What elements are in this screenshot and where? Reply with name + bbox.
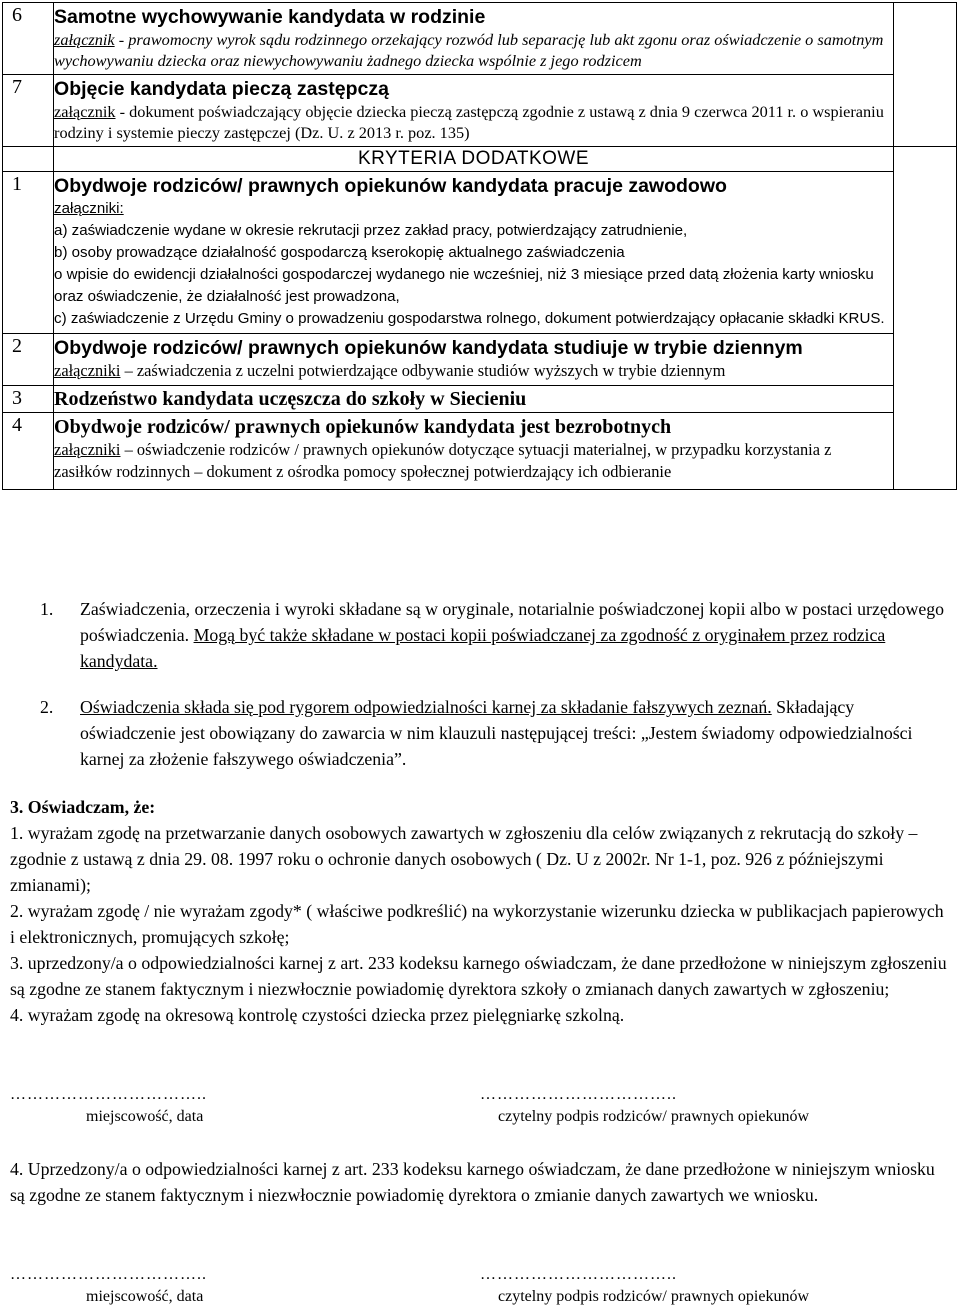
attachment-text: - dokument poświadczający objęcie dziecka pieczą zastępczą zgodnie z ustawą z dnia 9 czerwca 2011 r. o wspieraniu rodziny i systemie pieczy zastępczej (Dz. U. z 2013 r. poz. 135) (54, 102, 884, 142)
criterion-number: 7 (12, 76, 22, 98)
criterion-row (3, 334, 957, 386)
banner-row (3, 147, 957, 172)
final-statement-section (10, 1156, 950, 1208)
criterion-number: 4 (12, 414, 22, 436)
criterion-title: Obydwoje rodziców/ prawnych opiekunów kandydata studiuje w trybie dziennym (54, 337, 803, 359)
note-text: Zaświadczenia, orzeczenia i wyroki składane są w oryginale, notarialnie poświadczonej kopii albo w postaci urzędowego poświadczenia. (80, 599, 945, 645)
signature-place-date (10, 1264, 207, 1308)
signature-dots: …………………………….. (480, 1266, 677, 1283)
attachment-line: o wpisie do ewidencji działalności gospodarczej wydanego nie wcześniej, niż 3 miesiące przed datą złożenia karty wniosku oraz oświadczenie, że działalność jest prowadzona, (54, 266, 874, 305)
signature-label: miejscowość, data (86, 1108, 204, 1125)
criterion-title: Rodzeństwo kandydata uczęszcza do szkoły w Siecieniu (54, 388, 527, 410)
attachment-label: załączniki (54, 440, 121, 459)
criterion-title: Obydwoje rodziców/ prawnych opiekunów kandydata pracuje zawodowo (54, 175, 727, 197)
criterion-row (3, 386, 957, 413)
criterion-row (3, 172, 957, 334)
criterion-title: Objęcie kandydata pieczą zastępczą (54, 78, 389, 100)
declaration-item: 2. wyrażam zgodę / nie wyrażam zgody* ( właściwe podkreślić) na wykorzystanie wizerunku dziecka w publikacjach papierowych i elektronicznych, promujących szkołę; (10, 901, 944, 947)
declaration-section (10, 794, 950, 1028)
attachment-label: załączniki: (54, 200, 124, 217)
signature-parents (480, 1084, 809, 1128)
signature-dots: …………………………….. (10, 1266, 207, 1283)
note-underlined: Oświadczenia składa się pod rygorem odpowiedzialności karnej za składanie fałszywych zeznań. (80, 697, 772, 717)
signature-parents (480, 1264, 809, 1308)
criterion-number: 2 (12, 335, 22, 357)
final-statement: 4. Uprzedzony/a o odpowiedzialności karnej z art. 233 kodeksu karnego oświadczam, że dane przedłożone w niniejszym wniosku są zgodne ze stanem faktycznym i niezwłocznie powiadomię dyrektora o zmianie danych zawartych we wniosku. (10, 1159, 935, 1205)
declaration-heading: 3. Oświadczam, że: (10, 797, 156, 817)
section-banner: KRYTERIA DODATKOWE (54, 147, 894, 172)
criterion-number: 1 (12, 173, 22, 195)
signature-place-date (10, 1084, 207, 1128)
signature-dots: …………………………….. (10, 1086, 207, 1103)
attachment-label: załączniki (54, 361, 121, 380)
note-index: 1. (40, 599, 54, 619)
attachment-text: – oświadczenie rodziców / prawnych opiekunów dotyczące sytuacji materialnej, w przypadku korzystania z zasiłków rodzinnych – dokument z ośrodka pomocy społecznej potwierdzający ich odbieranie (54, 440, 832, 481)
criterion-row (3, 75, 957, 147)
criterion-row (3, 3, 957, 75)
note-index: 2. (40, 697, 54, 717)
criterion-title: Obydwoje rodziców/ prawnych opiekunów kandydata jest bezrobotnych (54, 416, 672, 438)
note-text: Składający oświadczenie jest obowiązany do zawarcia w nim klauzuli następującej treści: „Jestem świadomy odpowiedzialności karnej za złożenie fałszywego oświadczenia”. (80, 697, 913, 769)
signature-label: miejscowość, data (86, 1288, 204, 1305)
note-item (40, 694, 945, 772)
criterion-number: 3 (12, 387, 22, 409)
note-underlined: Mogą być także składane w postaci kopii poświadczanej za zgodność z oryginałem przez rodzica kandydata. (80, 625, 886, 671)
attachment-text: – zaświadczenia z uczelni potwierdzające odbywanie studiów wyższych w trybie dziennym (120, 361, 726, 380)
notes-list (40, 596, 945, 772)
note-item (40, 596, 945, 674)
criterion-title: Samotne wychowywanie kandydata w rodzinie (54, 6, 486, 28)
signature-label: czytelny podpis rodziców/ prawnych opiekunów (498, 1108, 810, 1125)
attachment-line: b) osoby prowadzące działalność gospodarczą kserokopię aktualnego zaświadczenia (54, 244, 625, 261)
signature-dots: …………………………….. (480, 1086, 677, 1103)
attachment-line: c) zaświadczenie z Urzędu Gminy o prowadzeniu gospodarstwa rolnego, dokument potwierdzający opłacanie składki KRUS. (54, 310, 885, 327)
criterion-number: 6 (12, 4, 22, 26)
declaration-item: 3. uprzedzony/a o odpowiedzialności karnej z art. 233 kodeksu karnego oświadczam, że dane przedłożone w niniejszym zgłoszeniu są zgodne ze stanem faktycznym i niezwłocznie powiadomię dyrektora szkoły o zmianach danych zawartych w zgłoszeniu; (10, 953, 947, 999)
attachment-text: - prawomocny wyrok sądu rodzinnego orzekający rozwód lub separację lub akt zgonu oraz oświadczenie o samotnym wychowywaniu dziecka oraz niewychowywaniu żadnego dziecka wspólnie z jego rodzicem (54, 30, 884, 70)
signature-label: czytelny podpis rodziców/ prawnych opiekunów (498, 1288, 810, 1305)
attachment-label: załącznik (54, 102, 116, 121)
declaration-item: 1. wyrażam zgodę na przetwarzanie danych osobowych zawartych w zgłoszeniu dla celów związanych z rekrutacją do szkoły – zgodnie z ustawą z dnia 29. 08. 1997 roku o ochronie danych osobowych ( Dz. U z 2002r. Nr 1-1, poz. 926 z późniejszymi zmianami); (10, 823, 918, 895)
declaration-item: 4. wyrażam zgodę na okresową kontrolę czystości dziecka przez pielęgniarkę szkolną. (10, 1005, 625, 1025)
attachment-label: załącznik (54, 30, 115, 49)
criteria-table (2, 2, 957, 490)
points-cell (893, 3, 956, 147)
criterion-row (3, 413, 957, 490)
points-cell (893, 147, 956, 490)
attachment-line: a) zaświadczenie wydane w okresie rekrutacji przez zakład pracy, potwierdzający zatrudnienie, (54, 222, 688, 239)
